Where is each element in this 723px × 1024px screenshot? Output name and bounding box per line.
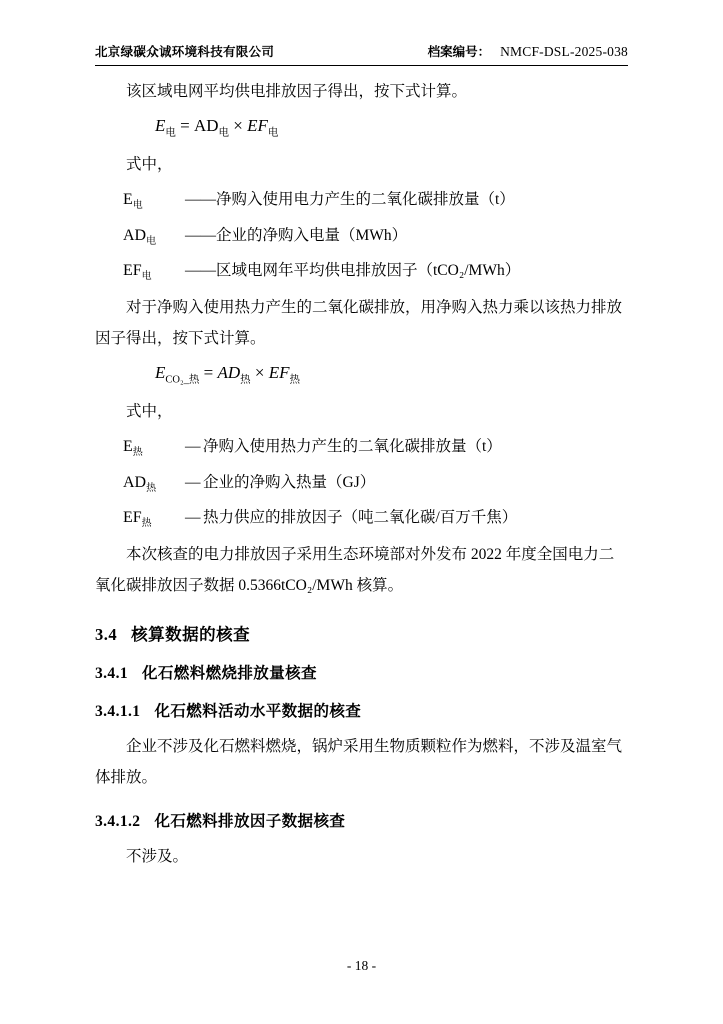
paragraph-3-4-1-2-body: 不涉及。 [126,847,189,865]
formula2-equals: = [203,362,214,382]
heading-3-4-number: 3.4 [95,624,118,644]
heading-3-4-1-1-number: 3.4.1.1 [95,702,141,720]
definition-symbol: $AD_热$ [123,473,157,494]
heading-3-4 [95,601,628,645]
heading-3-4-1-2 [95,793,628,831]
page-header [95,42,628,66]
formula1-lhs-subscript: 电 [165,127,176,139]
archive-number-label: 档案编号： [427,45,491,59]
where-label-1: 式中， [126,156,173,174]
formula1-term2-subscript: 电 [267,127,279,139]
heading-3-4-1-1 [95,683,628,721]
definition-text: 净购入使用电力产生的二氧化碳排放量（t） [216,191,515,209]
where-label-2: 式中， [126,403,173,421]
definition-dash: —— [185,191,216,209]
definition-text: 热力供应的排放因子（吨二氧化碳/百万千焦） [203,508,518,526]
heading-3-4-title: 核算数据的核查 [131,624,251,644]
definition-dash: —— [185,261,216,279]
definition-symbol: $E_热$ [123,438,143,459]
definition-dash: — [185,473,201,491]
formula-heat-emission [95,354,628,390]
definition-symbol: $E_电$ [123,191,143,212]
formula1-term1-symbol: AD [193,116,219,135]
definition-dash: — [185,438,201,456]
heading-3-4-1-title: 化石燃料燃烧排放量核查 [142,664,317,682]
paragraph-heat-intro: 对于净购入使用热力产生的二氧化碳排放，用净购入热力乘以该热力排放因子得出，按下式计算。 [95,298,623,347]
definition-text: 企业的净购入热量（GJ） [203,473,376,491]
page-content [95,42,628,872]
page-footer [0,958,723,974]
formula2-lhs-symbol: E [155,362,166,382]
definition-row [95,176,628,211]
definition-symbol: $AD_电$ [123,226,157,247]
definition-symbol: $EF_电$ [123,261,152,282]
formula1-times: × [233,116,243,135]
heading-3-4-1-2-number: 3.4.1.2 [95,812,141,830]
formula1-term2-symbol: EF [247,116,268,135]
definition-row [95,247,628,282]
definition-row [95,212,628,247]
archive-number-value: NMCF-DSL-2025-038 [500,44,628,59]
formula1-term1-subscript: 电 [218,127,230,139]
formula2-term2-symbol: EF [268,362,290,382]
definition-list-electricity [95,174,628,282]
definition-row [95,423,628,458]
formula2-term1-subscript: 热 [240,374,251,386]
paragraph-electricity-intro: 该区域电网平均供电排放因子得出，按下式计算。 [126,83,468,100]
definition-row [95,494,628,529]
heading-3-4-1-1-title: 化石燃料活动水平数据的核查 [154,702,362,720]
paragraph-3-4-1-1-body: 企业不涉及化石燃料燃烧，锅炉采用生物质颗粒作为燃料，不涉及温室气体排放。 [95,737,623,786]
heading-3-4-1-number: 3.4.1 [95,664,128,682]
archive-number-group [428,42,628,60]
company-name: 北京绿碳众诚环境科技有限公司 [95,45,275,59]
definition-dash: — [185,508,201,526]
formula2-term2-subscript: 热 [289,374,301,386]
formula2-lhs-subscript: CO₂_热 [165,374,200,386]
formula2-term1-symbol: AD [217,362,241,382]
definition-row [95,459,628,494]
definition-list-heat [95,421,628,529]
definition-dash: —— [185,226,216,244]
definition-symbol: $EF_热$ [123,508,152,529]
page-number: - 18 - [346,958,377,973]
definition-text: 企业的净购入电量（MWh） [216,226,408,244]
heading-3-4-1-2-title: 化石燃料排放因子数据核查 [154,812,346,830]
formula2-times: × [254,362,265,382]
definition-text: 区域电网年平均供电排放因子（tCO₂/MWh） [216,261,521,279]
formula-electricity-emission [95,107,628,143]
paragraph-grid-factor: 本次核查的电力排放因子采用生态环境部对外发布 2022 年度全国电力二氧化碳排放因子数据 0.5366tCO₂/MWh 核算。 [95,545,615,594]
definition-text: 净购入使用热力产生的二氧化碳排放量（t） [203,438,502,456]
formula1-equals: = [180,116,190,135]
formula1-lhs-symbol: E [155,116,166,135]
heading-3-4-1 [95,645,628,683]
